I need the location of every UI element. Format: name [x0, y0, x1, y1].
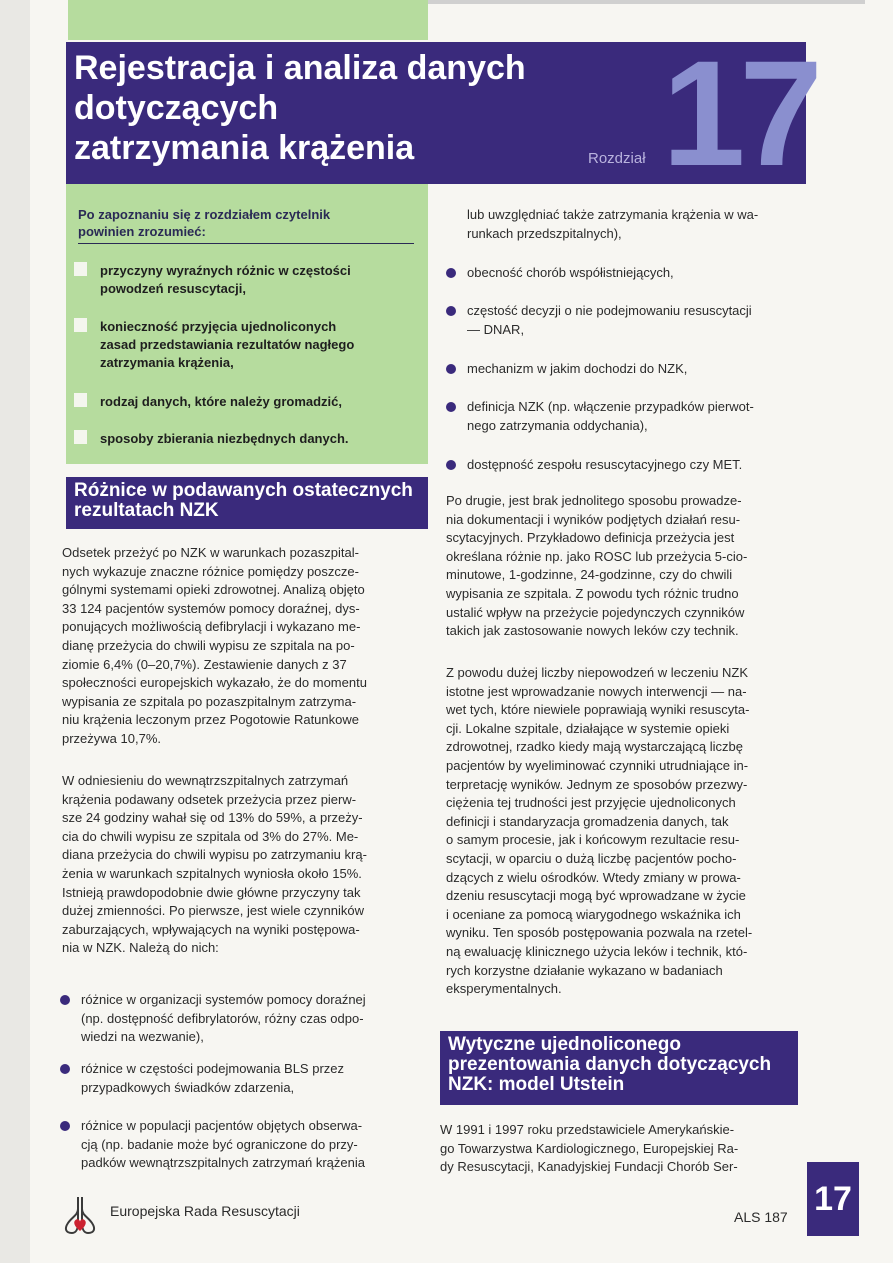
square-bullet-icon	[74, 393, 87, 407]
bullet-dot-icon	[446, 306, 456, 316]
bullet-dot-icon	[446, 364, 456, 374]
goal-item	[74, 262, 414, 298]
text-line: wypisania ze szpitala po pozaszpitalnym zatrzyma-	[62, 693, 357, 709]
text-line: ustalić wpływ na przeżycie pojedynczych czynników	[446, 604, 745, 620]
square-bullet-icon	[74, 262, 87, 276]
text-line: Odsetek przeżyć po NZK w warunkach pozaszpital-	[62, 545, 359, 560]
text-line: gólnymi systemami opieki zdrowotnej. Analizą objęto	[62, 582, 365, 598]
text-line: ną ewaluację klinicznego użycia leków i technik, któ-	[446, 943, 748, 959]
text-line: — DNAR,	[467, 321, 525, 337]
footer-page-number: ALS 187	[734, 1209, 788, 1225]
text-line: społeczności europejskich wykazało, że do momentu	[62, 675, 367, 691]
text-line: ponujących możliwością defibrylacji i wykazano me-	[62, 619, 361, 635]
goals-intro-line: powinien zrozumieć:	[78, 224, 206, 239]
text-line: diana przeżycia do chwili wypisu po zatrzymaniu krą-	[62, 847, 367, 863]
text-line: żenia w warunkach szpitalnych wyniosła około 15%.	[62, 865, 362, 881]
text-line: cia do chwili wypisu ze szpitala od 3% do 27%. Me-	[62, 828, 359, 844]
section-heading-line: rezultatach NZK	[74, 500, 219, 521]
learning-goals-intro	[78, 206, 414, 244]
text-line: definicja NZK (np. włączenie przypadków pierwot-	[467, 399, 754, 414]
text-line: zdrowotnej, rzadko kiedy mają wystarczającą liczbę	[446, 739, 743, 755]
text-line: W 1991 i 1997 roku przedstawiciele Amerykańskie-	[440, 1122, 735, 1137]
right-continuation	[467, 206, 807, 243]
list-item	[60, 991, 418, 1047]
text-line: nych wykazuje znaczne różnice pomiędzy poszcze-	[62, 563, 359, 579]
square-bullet-icon	[74, 318, 87, 332]
text-line: zaburzających, wpływających na wyniki postępowa-	[62, 921, 360, 937]
text-line: rych korzystne działanie wykazano w badaniach	[446, 962, 723, 978]
text-line: dy Resuscytacji, Kanadyjskiej Fundacji Chorób Ser-	[440, 1159, 738, 1175]
goal-item	[74, 430, 414, 448]
text-line: dostępność zespołu resuscytacyjnego czy MET.	[467, 457, 743, 472]
list-item	[446, 302, 808, 339]
text-line: definicji i standaryzacja gromadzenia danych, tak	[446, 813, 729, 829]
text-line: niu krążenia leczonym przez Pogotowie Ratunkowe	[62, 712, 359, 728]
text-line: cji. Lokalne szpitale, działające w systemie opieki	[446, 720, 730, 736]
text-line: dzeniu resuscytacji mogą być wprowadzane w życie	[446, 888, 746, 904]
goal-line: zatrzymania krążenia,	[100, 355, 234, 370]
right-paragraph-2	[446, 664, 800, 999]
list-item	[60, 1060, 418, 1097]
text-line: przeżywa 10,7%.	[62, 730, 161, 746]
section-heading-line: Wytyczne ujednoliconego	[448, 1034, 681, 1055]
text-line: różnice w częstości podejmowania BLS przez	[81, 1061, 345, 1076]
text-line: lub uwzględniać także zatrzymania krążenia w wa-	[467, 207, 759, 222]
chapter-number: 17	[662, 29, 817, 197]
text-line: wypisania ze szpitala. Z powodu tych różnic trudno	[446, 585, 739, 601]
goal-line: przyczyny wyraźnych różnic w częstości	[100, 263, 351, 278]
list-item	[446, 398, 808, 435]
bullet-dot-icon	[60, 995, 70, 1005]
text-line: scytacyjnych. Przykładowo definicja przeżycia jest	[446, 530, 735, 546]
right-paragraph-3	[440, 1121, 798, 1177]
top-green-strip	[68, 0, 428, 40]
section-heading-differences	[66, 477, 428, 529]
text-line: i oceniane za pomocą wiarygodnego wskaźnika ich	[446, 906, 741, 922]
left-paragraph-1	[62, 544, 418, 749]
text-line: nia w NZK. Należą do nich:	[62, 940, 219, 956]
text-line: scytacji, w oparciu o dużą liczbę pacjentów pocho-	[446, 850, 737, 866]
text-line: 33 124 pacjentów systemów pomocy doraźnej, dys-	[62, 600, 360, 616]
list-item	[446, 456, 808, 475]
text-line: sze 24 godziny wahał się od 13% do 59%, a przeży-	[62, 810, 363, 826]
list-item	[446, 360, 808, 379]
goal-line: konieczność przyjęcia ujednoliconych	[100, 319, 337, 334]
list-item	[446, 264, 808, 283]
text-line: nego zatrzymania oddychania),	[467, 417, 648, 433]
goal-line: powodzeń resuscytacji,	[100, 281, 246, 296]
text-line: istotne jest wprowadzanie nowych interwencji — na-	[446, 683, 747, 699]
list-item	[60, 1117, 418, 1173]
chapter-title	[74, 48, 584, 168]
chapter-label: Rozdział	[588, 150, 646, 167]
page-edge	[0, 0, 30, 1263]
text-line: go Towarzystwa Kardiologicznego, Europejskiej Ra-	[440, 1140, 739, 1156]
text-line: ziomie 6,4% (0–20,7%). Zestawienie danych z 37	[62, 656, 347, 672]
text-line: terpretację wyników. Jednym ze sposobów przezwy-	[446, 776, 748, 792]
lungs-heart-icon	[60, 1193, 100, 1237]
text-line: częstość decyzji o nie podejmowaniu resuscytacji	[467, 303, 752, 318]
section-heading-line: prezentowania danych dotyczących	[448, 1054, 772, 1075]
section-heading-utstein	[440, 1031, 798, 1105]
text-line: minutowe, 1-godzinne, 24-godzinne, czy do chwili	[446, 567, 733, 583]
text-line: wet tych, które niewiele poprawiają wyniki resuscyta-	[446, 702, 750, 718]
bullet-dot-icon	[60, 1121, 70, 1131]
text-line: pacjentów by wyeliminować czynniki utrudniające in-	[446, 757, 749, 773]
square-bullet-icon	[74, 430, 87, 444]
text-line: krążenia podawany odsetek przeżycia przez pierw-	[62, 791, 357, 807]
text-line: o samym procesie, jak i końcowym rezultacie resu-	[446, 832, 740, 848]
text-line: określana różnie np. jako ROSC lub przeżycia 5-cio-	[446, 548, 748, 564]
bullet-dot-icon	[446, 460, 456, 470]
text-line: różnice w populacji pacjentów objętych obserwa-	[81, 1118, 363, 1133]
text-line: dzących z wielu ośrodków. Wtedy zmiany w prowa-	[446, 869, 741, 885]
section-heading-line: NZK: model Utstein	[448, 1074, 625, 1095]
text-line: różnice w organizacji systemów pomocy doraźnej	[81, 992, 366, 1007]
text-line: nia dokumentacji i wyników podjętych działań resu-	[446, 511, 741, 527]
goal-item	[74, 393, 414, 411]
text-line: wiedzi na wezwanie),	[81, 1029, 204, 1045]
section-heading-line: Różnice w podawanych ostatecznych	[74, 480, 413, 501]
text-line: (np. dostępność defibrylatorów, różny czas odpo-	[81, 1010, 364, 1026]
text-line: Z powodu dużej liczby niepowodzeń w leczeniu NZK	[446, 665, 749, 680]
text-line: eksperymentalnych.	[446, 981, 562, 997]
goal-line: rodzaj danych, które należy gromadzić,	[100, 394, 343, 409]
text-line: wyniku. Ten sposób postępowania pozwala na rzetel-	[446, 925, 753, 941]
left-paragraph-2	[62, 772, 418, 958]
bullet-dot-icon	[446, 402, 456, 412]
text-line: obecność chorób współistniejących,	[467, 265, 674, 280]
text-line: cją (np. badanie może być ograniczone do przy-	[81, 1136, 358, 1152]
chapter-corner-tab: 17	[807, 1162, 859, 1236]
text-line: runkach przedszpitalnych),	[467, 225, 622, 241]
chapter-title-line: dotyczących	[74, 89, 279, 127]
bullet-dot-icon	[60, 1064, 70, 1074]
right-paragraph-1	[446, 492, 800, 641]
goals-intro-line: Po zapoznaniu się z rozdziałem czytelnik	[78, 207, 331, 222]
footer-organization: Europejska Rada Resuscytacji	[110, 1203, 300, 1219]
goal-line: sposoby zbierania niezbędnych danych.	[100, 431, 349, 446]
goal-line: zasad przedstawiania rezultatów nagłego	[100, 337, 355, 352]
text-line: mechanizm w jakim dochodzi do NZK,	[467, 361, 688, 376]
bullet-dot-icon	[446, 268, 456, 278]
top-gray-strip	[428, 0, 865, 4]
text-line: Istnieją prawdopodobnie dwie główne przyczyny tak	[62, 884, 361, 900]
text-line: dianę przeżycia do chwili wypisu ze szpitala na po-	[62, 637, 355, 653]
text-line: W odniesieniu do wewnątrzszpitalnych zatrzymań	[62, 773, 349, 788]
text-line: dużej zmienności. Po pierwsze, jest wiele czynników	[62, 903, 365, 919]
text-line: przypadkowych świadków zdarzenia,	[81, 1079, 295, 1095]
text-line: Po drugie, jest brak jednolitego sposobu prowadze-	[446, 493, 742, 508]
text-line: ciężenia tej trudności jest przyjęcie ujednoliconych	[446, 795, 736, 811]
text-line: padków wewnątrzszpitalnych zatrzymań krążenia	[81, 1155, 365, 1171]
chapter-title-line: zatrzymania krążenia	[74, 129, 415, 167]
goal-item	[74, 318, 414, 372]
text-line: takich jak zastosowanie nowych leków czy technik.	[446, 623, 739, 639]
chapter-title-line: Rejestracja i analiza danych	[74, 49, 526, 87]
